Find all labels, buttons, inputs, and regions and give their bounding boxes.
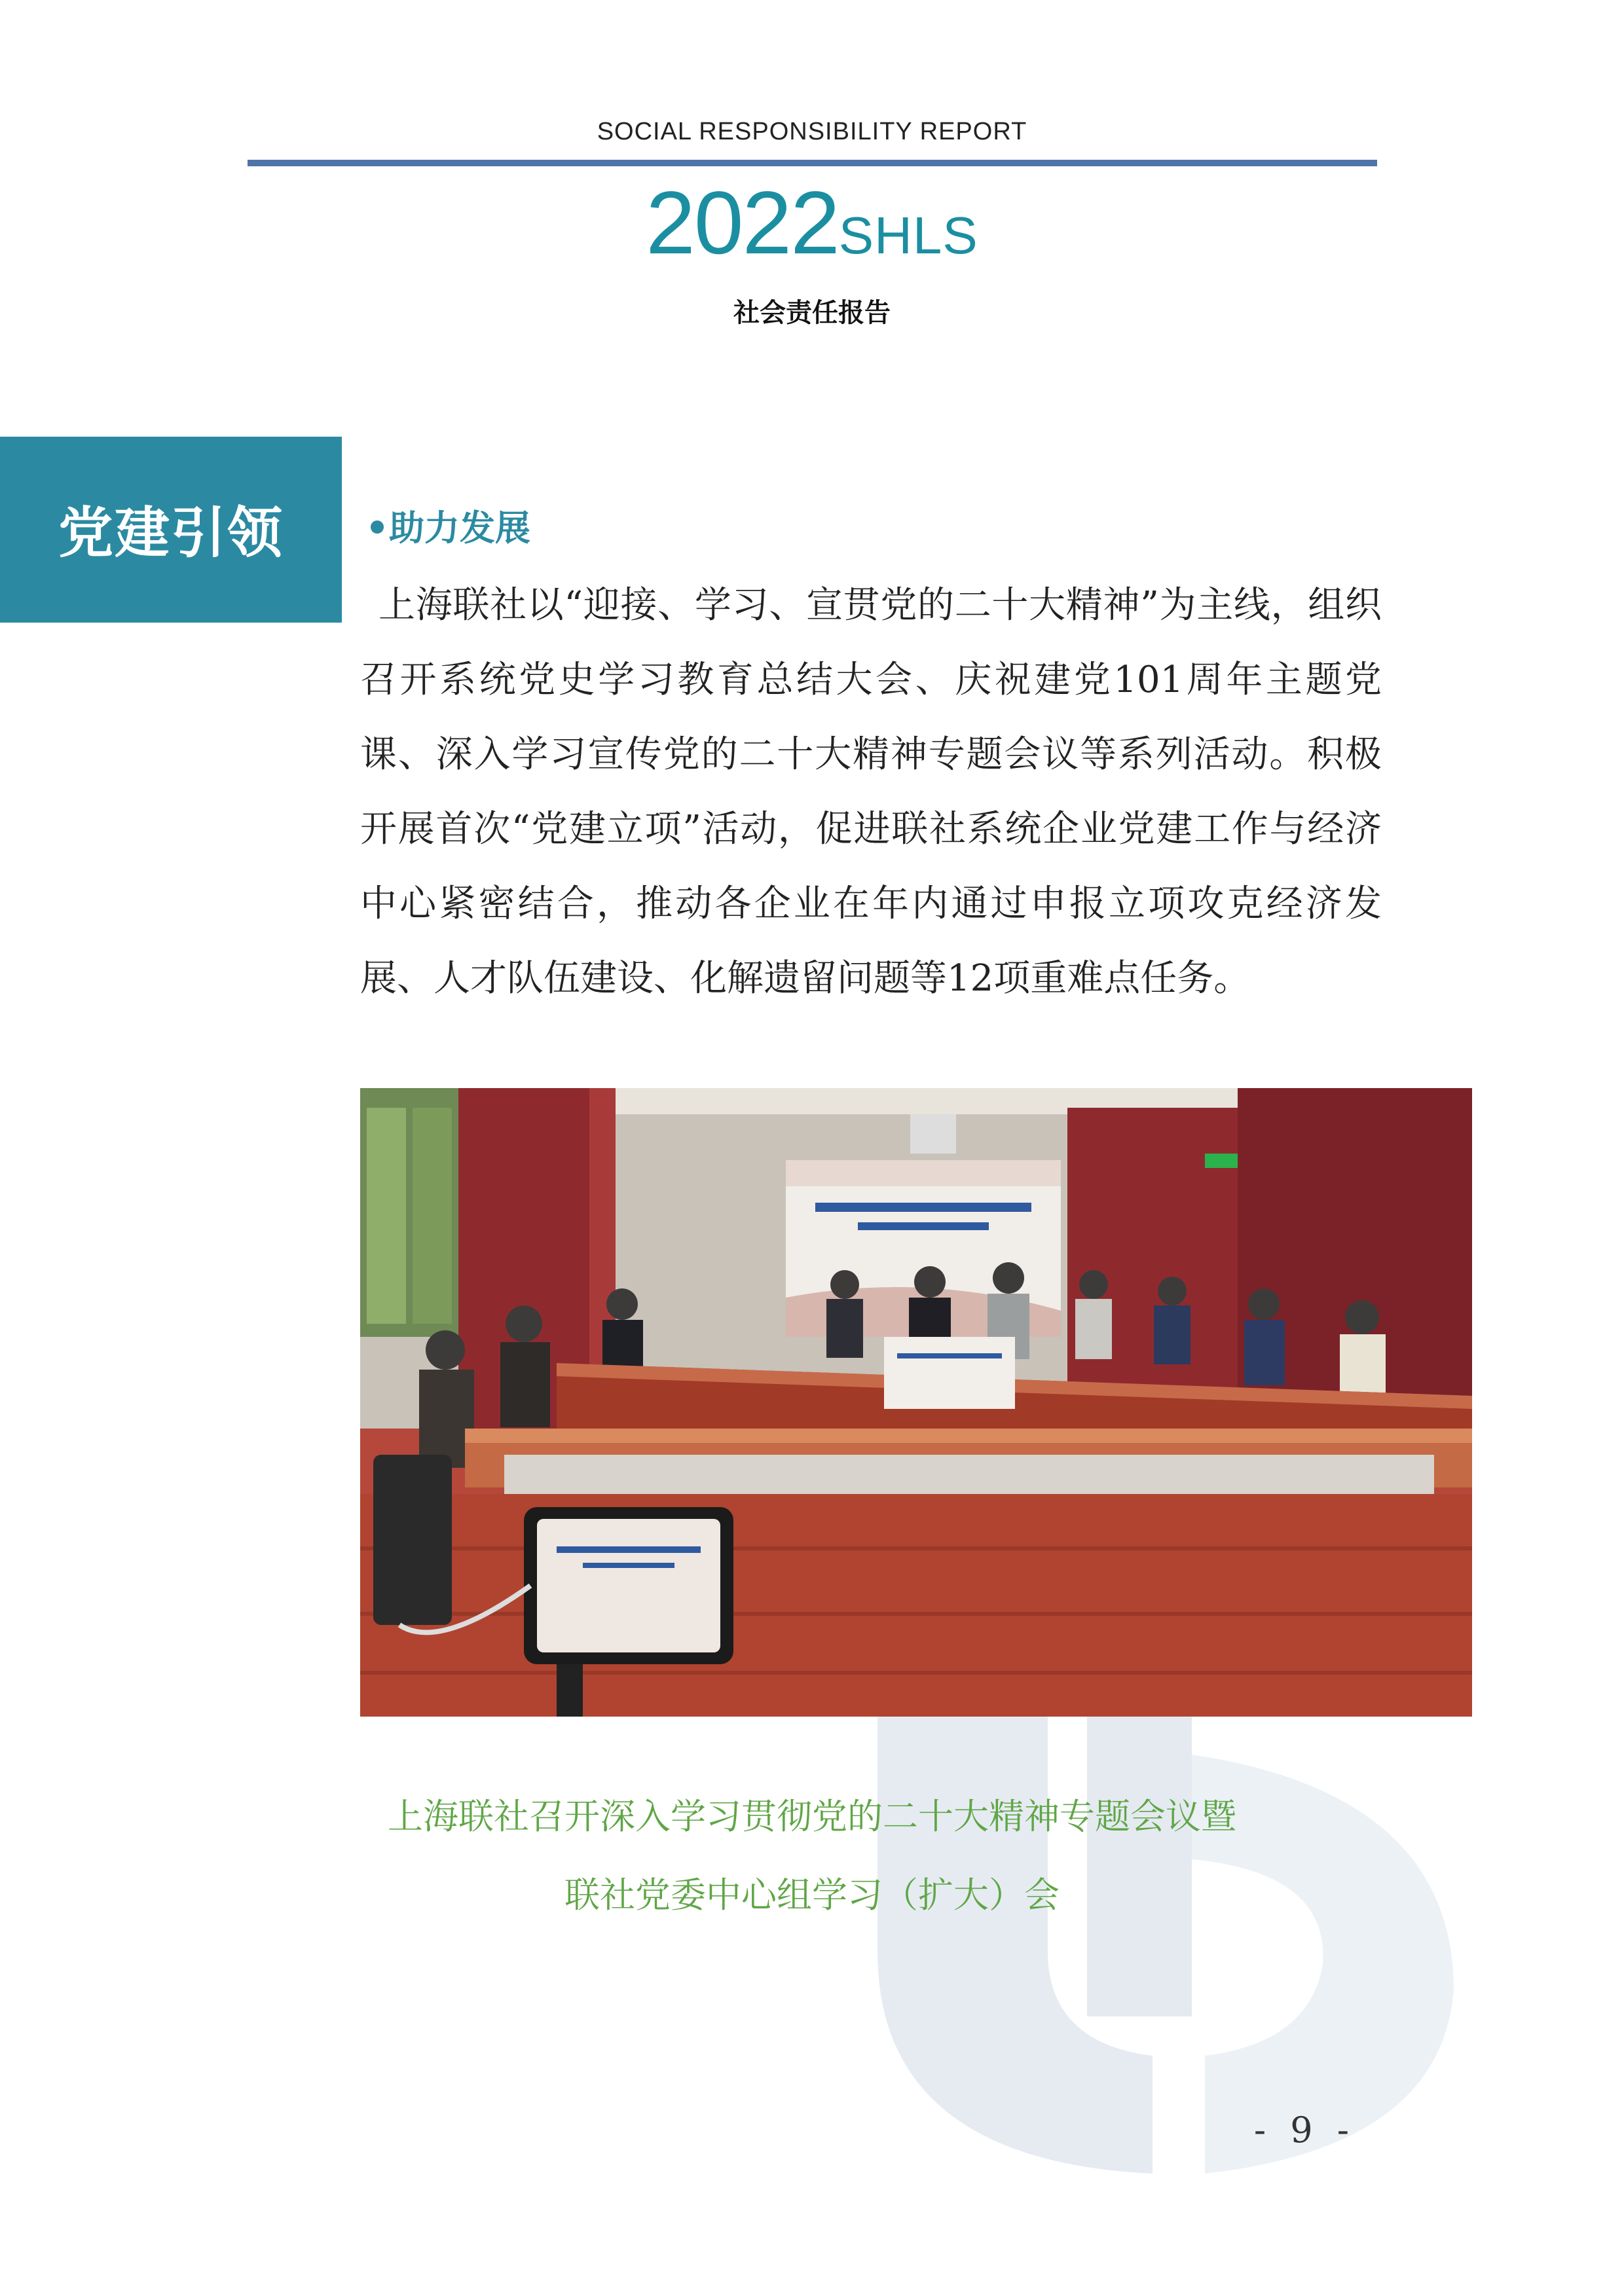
meeting-photo [360,1088,1472,1717]
page-number: - 9 - [1253,2109,1356,2151]
body-paragraph: 上海联社以“迎接、学习、宣贯党的二十大精神”为主线，组织召开系统党史学习教育总结大会、庆祝建党101周年主题党课、深入学习宣传党的二十大精神专题会议等系列活动。积极开展首次“党建立项”活动，促进联社系统企业党建工作与经济中心紧密结合，推动各企业在年内通过申报立项攻克经济发展、人才队伍建设、化解遗留问题等12项重难点任务。 [360,584,1382,1000]
bullet-icon [371,520,384,534]
report-title-en: SOCIAL RESPONSIBILITY REPORT [597,118,1027,145]
watermark-logo-icon [851,1676,1480,2174]
section-tab-label: 党建引领 [58,501,284,565]
subsection-heading-text: 助力发展 [389,507,530,549]
subsection-heading [371,500,530,551]
report-brand [0,173,1624,272]
photo-caption-line-2: 联社党委中心组学习（扩大）会 [564,1874,1060,1916]
photo-caption-line-1: 上海联社召开深入学习贯彻党的二十大精神专题会议暨 [388,1796,1236,1837]
header-divider [248,160,1377,166]
section-tab [0,437,342,623]
meeting-photo-illustration [360,1088,1472,1717]
brand-year: 2022 [646,173,839,272]
brand-abbr: SHLS [838,206,978,264]
report-title-cn: 社会责任报告 [733,298,891,328]
